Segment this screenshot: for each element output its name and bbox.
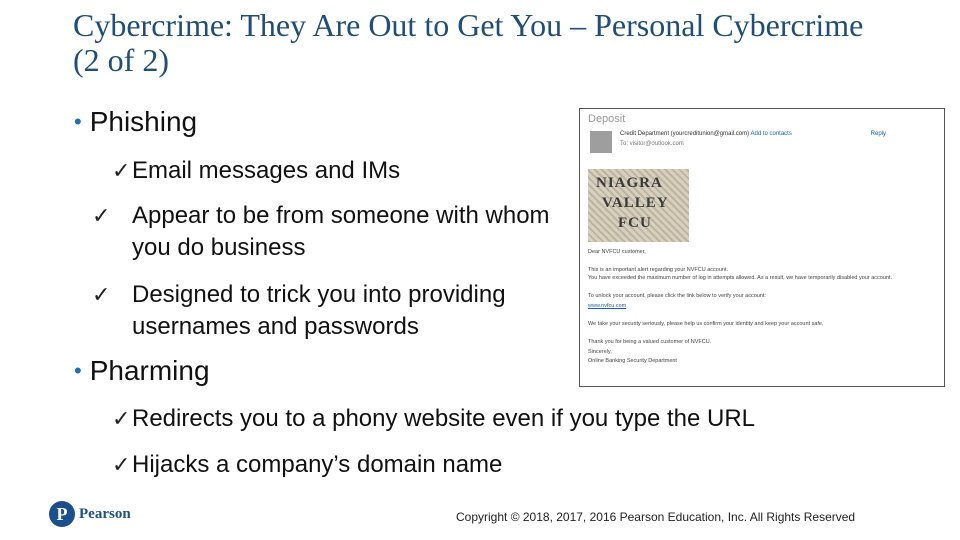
bullet-phishing: • Phishing [74,106,198,137]
checkmark-icon: ✓ [112,158,131,183]
sub-bullet: ✓ Designed to trick you into providing usernames and passwords [92,281,506,340]
email-signature: Online Banking Security Department [588,358,677,364]
sub-bullet: ✓Redirects you to a phony website even if you type the URL [112,403,872,435]
email-subject: Deposit [588,113,626,125]
bullet-pharming: • Pharming [74,355,210,386]
checkmark-icon: ✓ [92,203,111,228]
phishing-email-screenshot [579,108,945,387]
phishing-link: www.nvfcu.com [588,303,627,309]
reply-link: Reply [870,131,886,137]
email-line: You have exceeded the maximum number of log in attempts allowed. As a result, we have temporarily disabled your account. [588,275,892,281]
bullet-dot-icon: • [74,358,82,383]
email-line: To unlock your account, please click the link below to verify your account: [588,293,766,299]
checkmark-icon: ✓ [112,452,131,477]
sub-bullet: ✓Email messages and IMs [112,155,572,187]
copyright-notice: Copyright © 2018, 2017, 2016 Pearson Education, Inc. All Rights Reserved [456,510,856,524]
email-line: We take your security seriously, please help us confirm your identity and keep your account safe. [588,321,824,327]
pearson-p-icon: P [49,501,75,527]
email-line: Thank you for being a valued customer of NVFCU. [588,339,712,345]
sender-avatar [590,131,612,153]
sub-bullet: ✓ Appear to be from someone with whom you do business [92,202,550,261]
checkmark-icon: ✓ [92,282,111,307]
email-greeting: Dear NVFCU customer, [588,249,646,255]
sub-bullet: ✓Hijacks a company’s domain name [112,449,612,481]
email-line: This is an important alert regarding your NVFCU account. [588,267,729,273]
bank-logo: NIAGRA VALLEY FCU [588,169,689,242]
bullet-dot-icon: • [74,109,82,134]
email-signoff: Sincerely, [588,349,612,355]
email-from: Credit Department (yourcreditunion@gmail.com) Add to contacts [620,131,792,137]
pearson-logo: P Pearson [49,501,131,527]
add-contact-link: Add to contacts [750,131,792,137]
slide-title: Cybercrime: They Are Out to Get You – Personal Cybercrime (2 of 2) [73,7,864,78]
email-to: To: visitor@outlook.com [620,141,684,147]
checkmark-icon: ✓ [112,406,131,431]
